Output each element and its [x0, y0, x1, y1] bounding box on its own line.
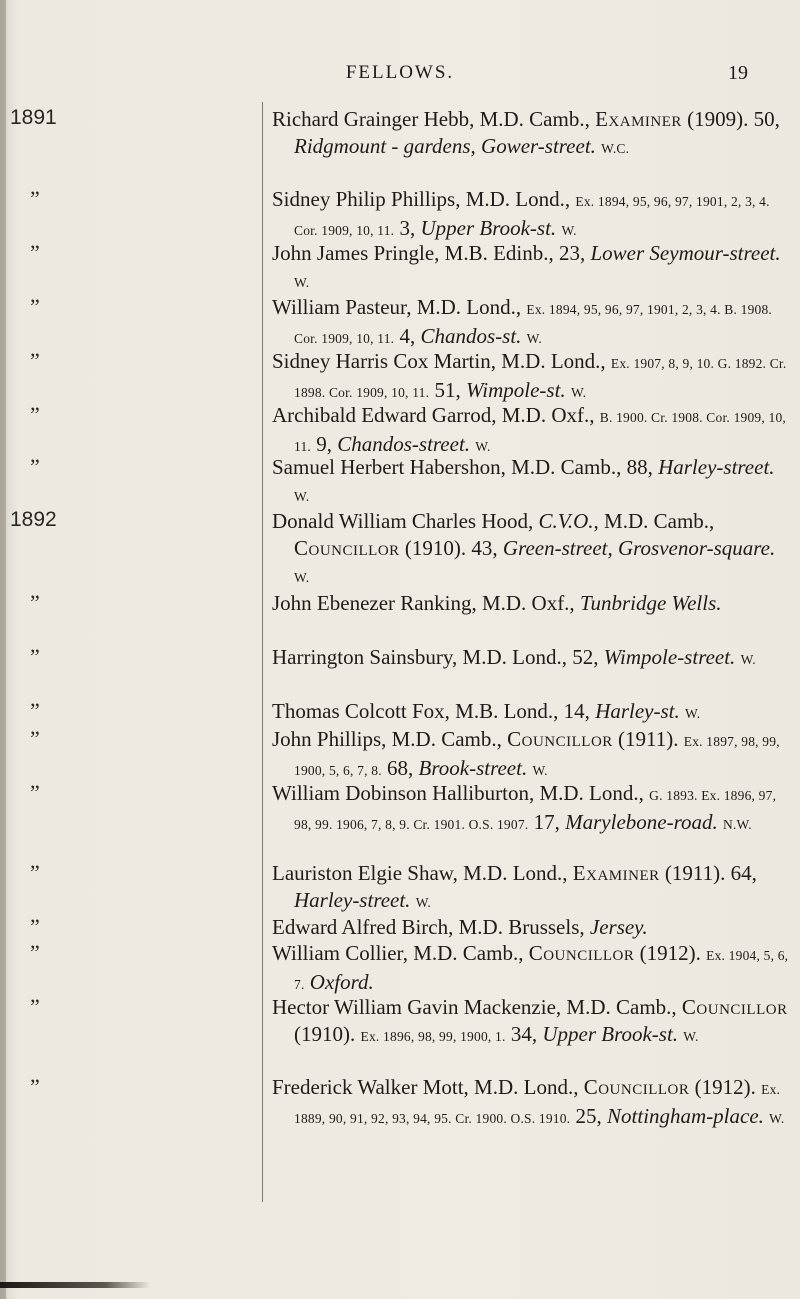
column-rule	[262, 102, 263, 1202]
year-ditto-mark: ”	[30, 186, 40, 211]
year-ditto-mark: ”	[30, 698, 40, 723]
page-header	[0, 62, 800, 92]
fellow-entry-text: Donald William Charles Hood, C.V.O., M.D. Camb., Councillor (1910). 43, Green-street, Grosvenor-square. W.	[272, 509, 776, 585]
page-number: 19	[728, 62, 748, 84]
page-edge-shadow	[0, 1282, 150, 1288]
year-ditto-mark: ”	[30, 860, 40, 885]
year-ditto-mark: ”	[30, 994, 40, 1019]
year-ditto-mark: ”	[30, 294, 40, 319]
year-ditto-mark: ”	[30, 726, 40, 751]
fellow-entry-text: William Collier, M.D. Camb., Councillor (1912). Ex. 1904, 5, 6, 7. Oxford.	[272, 941, 789, 994]
fellow-entry-text: William Pasteur, M.D. Lond., Ex. 1894, 95, 96, 97, 1901, 2, 3, 4. B. 1908. Cor. 1909, 10, 11. 4, Chandos-st. W.	[272, 295, 773, 348]
fellow-entry-text: Thomas Colcott Fox, M.B. Lond., 14, Harley-st. W.	[272, 699, 701, 723]
page-binding-edge	[0, 0, 6, 1299]
fellow-entry-text: Edward Alfred Birch, M.D. Brussels, Jersey.	[272, 915, 648, 939]
fellow-entry-text: John Ebenezer Ranking, M.D. Oxf., Tunbridge Wells.	[272, 591, 722, 615]
year-ditto-mark: ”	[30, 590, 40, 615]
fellow-entry-text: Harrington Sainsbury, M.D. Lond., 52, Wimpole-street. W.	[272, 645, 756, 669]
fellow-entry-text: Richard Grainger Hebb, M.D. Camb., Examiner (1909). 50, Ridgmount - gardens, Gower-street. W.C.	[272, 107, 780, 158]
year-ditto-mark: ”	[30, 402, 40, 427]
running-title: FELLOWS.	[345, 62, 455, 83]
fellow-entry-text: William Dobinson Halliburton, M.D. Lond., G. 1893. Ex. 1896, 97, 98, 99. 1906, 7, 8, 9. Cr. 1901. O.S. 1907. 17, Marylebone-road. N.W.	[272, 781, 777, 834]
election-year: 1892	[10, 508, 57, 531]
fellow-entry-text: Lauriston Elgie Shaw, M.D. Lond., Examiner (1911). 64, Harley-street. W.	[272, 861, 757, 912]
fellow-entry-text: Samuel Herbert Habershon, M.D. Camb., 88, Harley-street. W.	[272, 455, 775, 504]
fellow-entry-text: Hector William Gavin Mackenzie, M.D. Camb., Councillor (1910). Ex. 1896, 98, 99, 1900, 1. 34, Upper Brook-st. W.	[272, 995, 788, 1046]
fellow-entry-text: Sidney Harris Cox Martin, M.D. Lond., Ex. 1907, 8, 9, 10. G. 1892. Cr. 1898. Cor. 1909, 10, 11. 51, Wimpole-st. W.	[272, 349, 787, 402]
fellow-entry-text: Archibald Edward Garrod, M.D. Oxf., B. 1900. Cr. 1908. Cor. 1909, 10, 11. 9, Chandos-street. W.	[272, 403, 786, 456]
year-ditto-mark: ”	[30, 454, 40, 479]
fellow-entry-text: John James Pringle, M.B. Edinb., 23, Lower Seymour-street. W.	[272, 241, 781, 290]
year-ditto-mark: ”	[30, 940, 40, 965]
year-ditto-mark: ”	[30, 1074, 40, 1099]
fellow-entry-text: John Phillips, M.D. Camb., Councillor (1911). Ex. 1897, 98, 99, 1900, 5, 6, 7, 8. 68, Brook-street. W.	[272, 727, 780, 780]
year-ditto-mark: ”	[30, 644, 40, 669]
election-year: 1891	[10, 106, 57, 129]
year-ditto-mark: ”	[30, 780, 40, 805]
fellow-entry-text: Frederick Walker Mott, M.D. Lond., Councillor (1912). Ex. 1889, 90, 91, 92, 93, 94, 95. Cr. 1900. O.S. 1910. 25, Nottingham-place. W.	[272, 1075, 785, 1128]
year-ditto-mark: ”	[30, 240, 40, 265]
year-ditto-mark: ”	[30, 914, 40, 939]
year-ditto-mark: ”	[30, 348, 40, 373]
fellow-entry-text: Sidney Philip Phillips, M.D. Lond., Ex. 1894, 95, 96, 97, 1901, 2, 3, 4. Cor. 1909, 10, 11. 3, Upper Brook-st. W.	[272, 187, 770, 240]
